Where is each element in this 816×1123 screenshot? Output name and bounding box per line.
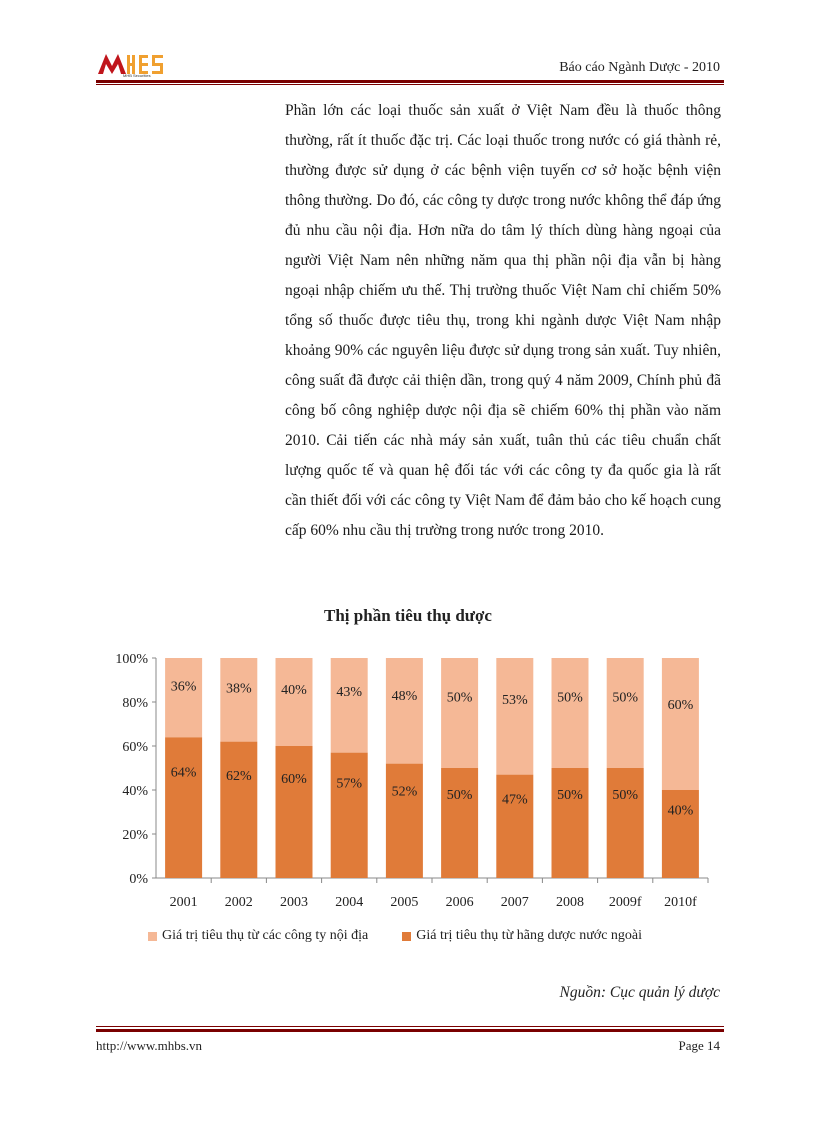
bar-domestic bbox=[662, 658, 699, 790]
bar-domestic bbox=[552, 658, 589, 768]
bar-foreign bbox=[441, 768, 478, 878]
y-tick-label: 60% bbox=[122, 740, 148, 755]
data-label-domestic: 50% bbox=[612, 690, 639, 706]
data-label-foreign: 52% bbox=[391, 784, 418, 800]
data-label-domestic: 38% bbox=[225, 681, 252, 697]
x-tick-label: 2006 bbox=[445, 895, 474, 910]
body-paragraph: Phần lớn các loại thuốc sản xuất ở Việt Nam đều là thuốc thông thường, rất ít thuốc đặc trị. Các loại thuốc trong nước có giá thành rẻ, thường được sử dụng ở các bệnh viện tuyến cơ sở hoặc bệnh viện thông thường. Do đó, các công ty dược trong nước không thể đáp ứng đủ nhu cầu nội địa. Hơn nữa do tâm lý thích dùng hàng ngoại của người Việt Nam nên những năm qua thị phần nội địa vẫn bị hàng ngoại nhập chiếm ưu thế. Thị trường thuốc Việt Nam chỉ chiếm 50% tổng số thuốc được tiêu thụ, trong khi ngành dược Việt Nam nhập khoảng 90% các nguyên liệu được sử dụng trong sản xuất. Tuy nhiên, công suất đã được cải thiện dần, trong quý 4 năm 2009, Chính phủ đã công bố công nghiệp dược nội địa sẽ chiếm 60% thị phần vào năm 2010. Cải tiến các nhà máy sản xuất, tuân thủ các tiêu chuẩn chất lượng quốc tế và quan hệ đối tác với các công ty đa quốc gia là rất cần thiết đối với các công ty Việt Nam để đảm bảo cho kế hoạch cung cấp 60% nhu cầu thị trường trong nước trong 2010. bbox=[285, 102, 721, 539]
data-label-foreign: 40% bbox=[667, 803, 694, 819]
data-label-foreign: 60% bbox=[281, 771, 307, 787]
chart-title: Thị phần tiêu thụ dược bbox=[324, 606, 492, 625]
x-tick-label: 2004 bbox=[335, 895, 364, 910]
market-share-chart bbox=[100, 646, 720, 914]
bar-foreign bbox=[386, 764, 423, 878]
bar-domestic bbox=[220, 658, 257, 742]
x-tick-label: 2007 bbox=[500, 895, 529, 910]
report-title: Báo cáo Ngành Dược - 2010 bbox=[559, 60, 720, 75]
data-label-foreign: 64% bbox=[170, 765, 197, 781]
data-label-domestic: 53% bbox=[501, 692, 528, 708]
data-label-foreign: 47% bbox=[501, 792, 528, 808]
legend-label-foreign: Giá trị tiêu thụ từ hãng dược nước ngoài bbox=[416, 928, 643, 943]
data-label-foreign: 50% bbox=[557, 787, 583, 803]
x-tick-label: 2010f bbox=[664, 895, 697, 910]
legend-swatch-domestic bbox=[148, 932, 157, 941]
y-tick-label: 100% bbox=[115, 652, 148, 667]
legend-label-domestic: Giá trị tiêu thụ từ các công ty nội địa bbox=[162, 928, 369, 943]
data-label-foreign: 57% bbox=[336, 776, 363, 792]
legend-item-foreign bbox=[402, 928, 642, 944]
data-label-domestic: 36% bbox=[170, 679, 197, 695]
mhbs-logo bbox=[96, 48, 176, 78]
bar-domestic bbox=[276, 658, 313, 746]
bar-domestic bbox=[496, 658, 533, 775]
x-tick-label: 2008 bbox=[556, 895, 584, 910]
bar-domestic bbox=[165, 658, 202, 737]
legend-swatch-foreign bbox=[402, 932, 411, 941]
logo-subtext: MHB Securities bbox=[123, 73, 151, 78]
data-label-foreign: 62% bbox=[225, 768, 252, 784]
data-label-foreign: 50% bbox=[446, 787, 473, 803]
data-label-domestic: 50% bbox=[557, 690, 583, 706]
source-note: Nguồn: Cục quản lý dược bbox=[559, 984, 720, 1001]
legend-item-domestic bbox=[148, 928, 368, 944]
bar-foreign bbox=[276, 746, 313, 878]
header-rule bbox=[96, 80, 724, 83]
x-tick-label: 2002 bbox=[224, 895, 253, 910]
y-tick-label: 20% bbox=[122, 828, 148, 843]
bar-domestic bbox=[441, 658, 478, 768]
footer-rule bbox=[96, 1029, 724, 1032]
bar-foreign bbox=[552, 768, 589, 878]
footer-url[interactable]: http://www.mhbs.vn bbox=[96, 1038, 203, 1053]
bar-foreign bbox=[607, 768, 644, 878]
bar-foreign bbox=[220, 742, 257, 878]
y-tick-label: 40% bbox=[122, 784, 148, 799]
x-tick-label: 2001 bbox=[169, 895, 198, 910]
page-number: Page 14 bbox=[678, 1038, 720, 1053]
x-tick-label: 2003 bbox=[280, 895, 308, 910]
x-tick-label: 2009f bbox=[608, 895, 642, 910]
y-tick-label: 80% bbox=[122, 696, 148, 711]
data-label-domestic: 50% bbox=[446, 690, 473, 706]
header-rule-thin bbox=[96, 84, 724, 85]
chart-legend bbox=[148, 928, 642, 944]
bar-foreign bbox=[165, 737, 202, 878]
bar-foreign bbox=[331, 753, 368, 878]
bar-domestic bbox=[386, 658, 423, 764]
y-tick-label: 0% bbox=[129, 872, 148, 887]
x-tick-label: 2005 bbox=[390, 895, 419, 910]
data-label-foreign: 50% bbox=[612, 787, 639, 803]
data-label-domestic: 48% bbox=[391, 688, 418, 704]
bar-domestic bbox=[607, 658, 644, 768]
footer-rule-thin bbox=[96, 1026, 724, 1027]
data-label-domestic: 60% bbox=[667, 698, 694, 714]
data-label-domestic: 40% bbox=[281, 682, 307, 698]
data-label-domestic: 43% bbox=[336, 685, 363, 701]
bar-domestic bbox=[331, 658, 368, 753]
bar-foreign bbox=[496, 775, 533, 878]
